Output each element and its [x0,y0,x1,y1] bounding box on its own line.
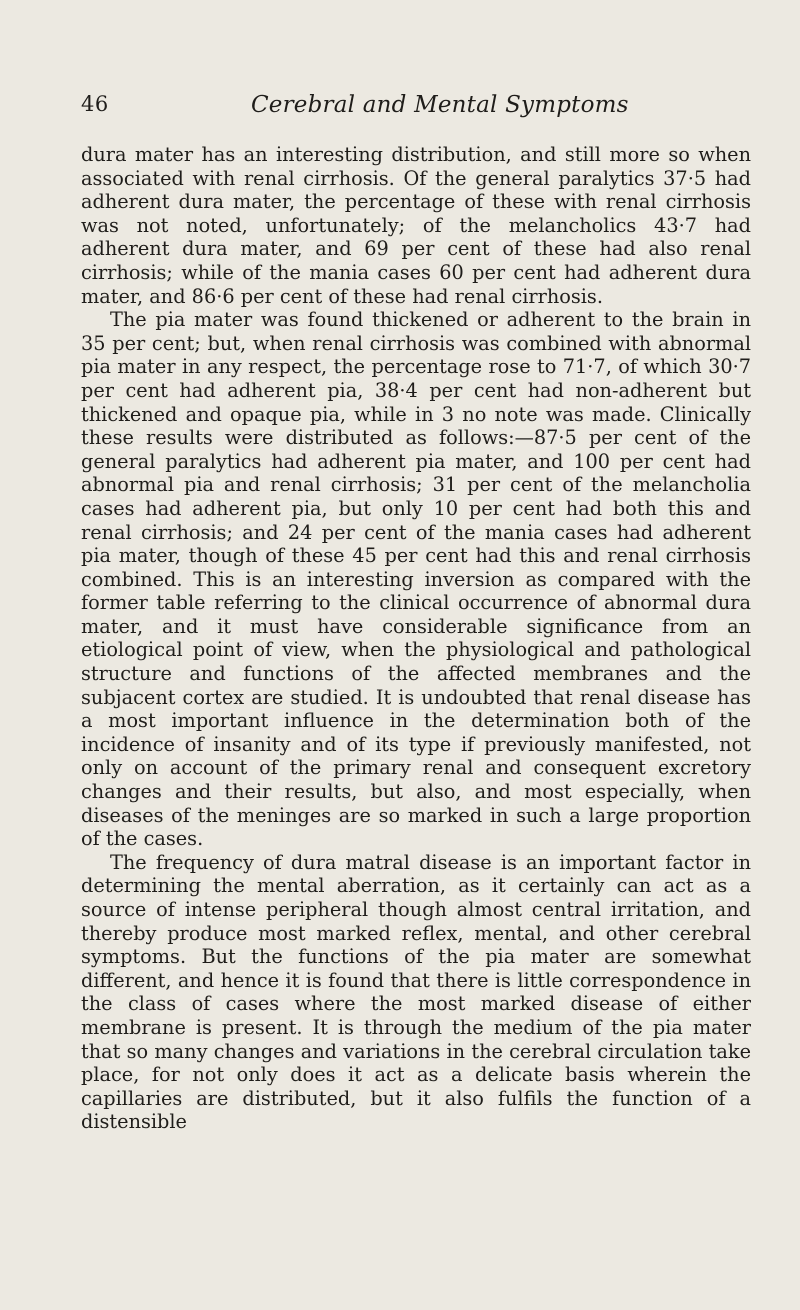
body-text [81,143,751,1134]
running-title: Cerebral and Mental Symptoms [251,92,629,118]
paragraph-pia-mater: The pia mater was found thickened or adherent to the brain in 35 per cent; but, when renal cirrhosis was combined with abnormal pia mater in any respect, the percentage rose to 71·7, of which 30·7 per cent had adherent pia, 38·4 per cent had non-adherent but thickened and opaque pia, while in 3 no note was made. Clinically these results were distributed as follows:—87·5 per cent of the general paralytics had adherent pia mater, and 100 per cent had abnormal pia and renal cirrhosis; 31 per cent of the melancholia cases had adherent pia, but only 10 per cent had both this and renal cirrhosis; and 24 per cent of the mania cases had adherent pia mater, though of these 45 per cent had this and renal cirrhosis combined. This is an interesting inversion as compared with the former table referring to the clinical occurrence of abnormal dura mater, and it must have considerable significance from an etiological point of view, when the physiological and pathological structure and functions of the affected membranes and the subjacent cortex are studied. It is undoubted that renal disease has a most important influence in the determination both of the incidence of insanity and of its type if previously manifested, not only on account of the primary renal and consequent excretory changes and their results, but also, and most especially, when diseases of the meninges are so marked in such a large proportion of the cases. [81,308,751,851]
page-number: 46 [81,92,109,116]
paragraph-continued: dura mater has an interesting distribution, and still more so when associated with renal cirrhosis. Of the general paralytics 37·5 had adherent dura mater, the percentage of these with renal cirrhosis was not noted, unfortunately; of the melancholics 43·7 had adherent dura mater, and 69 per cent of these had also renal cirrhosis; while of the mania cases 60 per cent had adherent dura mater, and 86·6 per cent of these had renal cirrhosis. [81,143,751,308]
paragraph-frequency: The frequency of dura matral disease is an important factor in determining the mental aberration, as it certainly can act as a source of intense peripheral though almost central irritation, and thereby produce most marked reflex, mental, and other cerebral symptoms. But the functions of the pia mater are somewhat different, and hence it is found that there is little correspondence in the class of cases where the most marked disease of either membrane is present. It is through the medium of the pia mater that so many changes and variations in the cerebral circulation take place, for not only does it act as a delicate basis wherein the capillaries are distributed, but it also fulfils the function of a distensible [81,850,751,1134]
running-head [81,92,752,122]
